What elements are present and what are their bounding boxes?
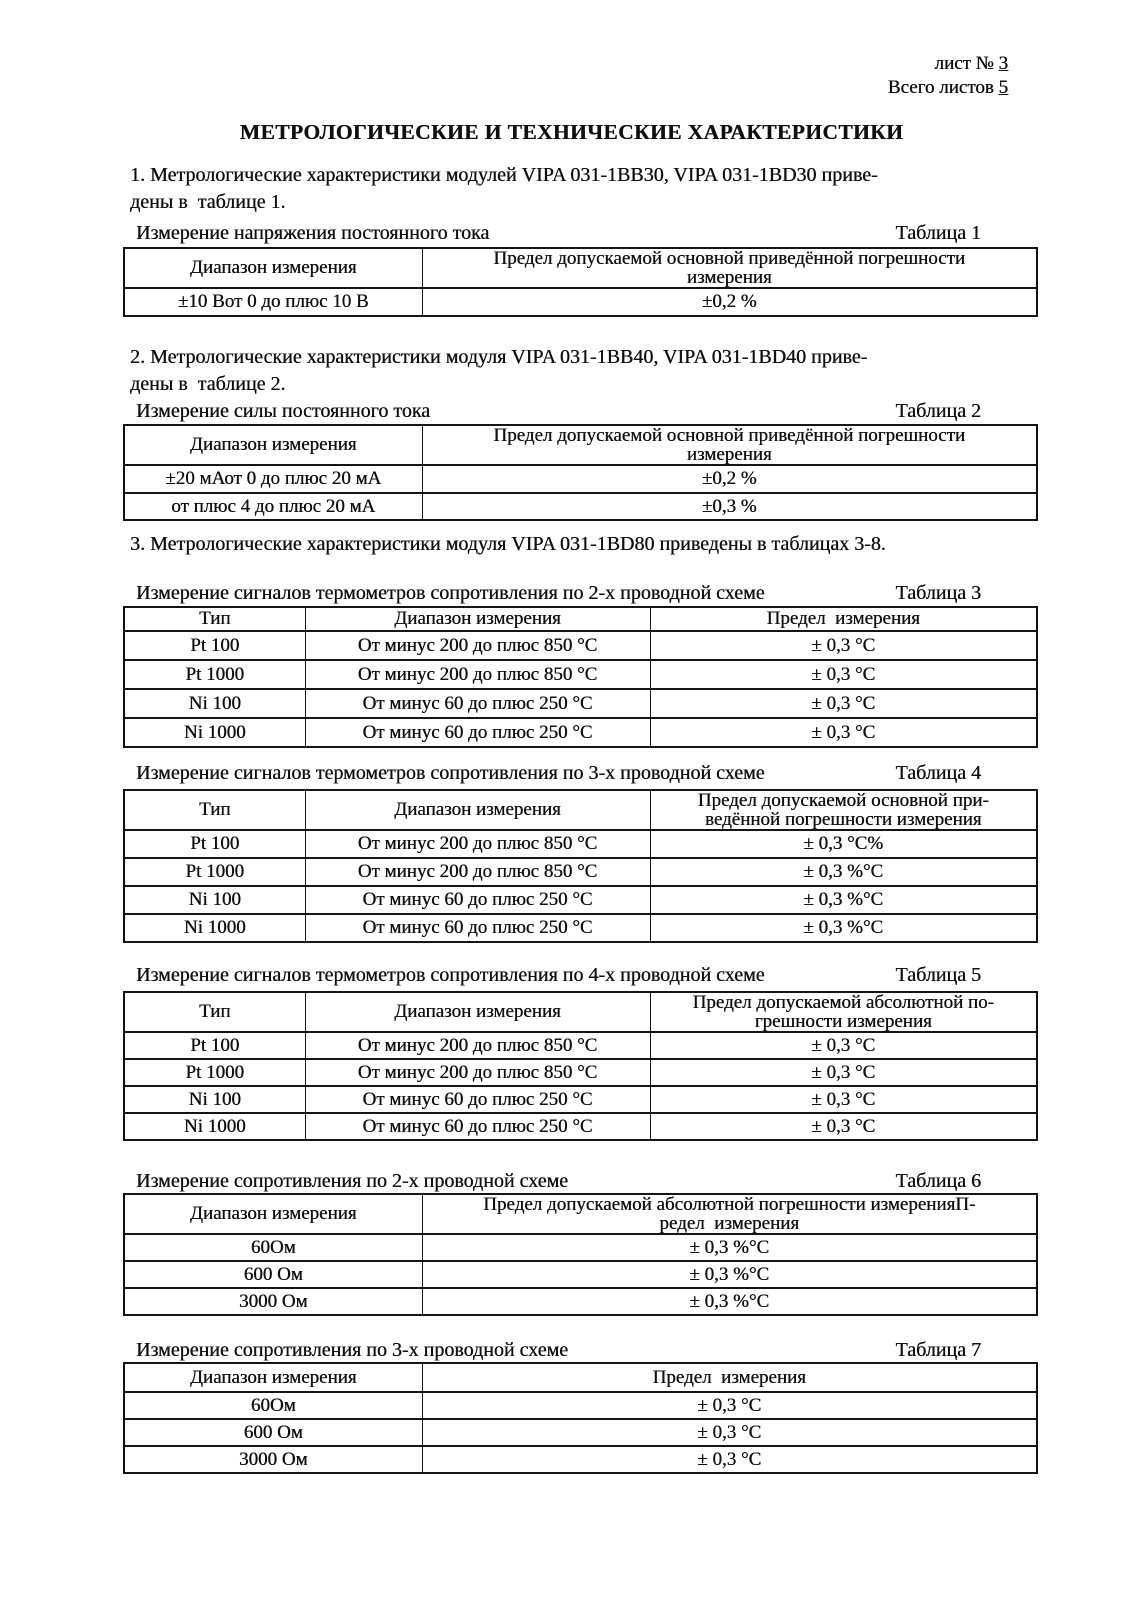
table-row [124, 660, 1037, 689]
table-cell: ± 0,3 °С [650, 1086, 1037, 1113]
table5-caption [136, 964, 1036, 986]
table-cell: Pt 100 [124, 631, 305, 660]
table4-col3-header-line1: Предел допускаемой основной при- [697, 790, 989, 811]
paragraph-1 [130, 162, 1014, 216]
table4-col1-header: Тип [124, 790, 305, 830]
table-cell: ± 0,3 °С [650, 689, 1037, 718]
table-cell: Ni 100 [124, 886, 305, 914]
table-row [124, 465, 1037, 493]
table-row [124, 830, 1037, 858]
table-5 [123, 991, 1038, 1141]
table-4 [123, 789, 1038, 943]
table7-caption-text: Измерение сопротивления по 3-х проводной схеме [136, 1339, 569, 1361]
table-cell: ± 0,3 °С [422, 1446, 1037, 1473]
table-row [124, 1032, 1037, 1059]
table-cell: ±0,3 % [422, 493, 1037, 520]
table-row [124, 1392, 1037, 1419]
table-cell: От минус 60 до плюс 250 °С [305, 1086, 650, 1113]
table-cell: ± 0,3 °С [422, 1419, 1037, 1446]
table1-col1-header: Диапазон измерения [124, 248, 422, 288]
table-cell: ± 0,3 °С [650, 718, 1037, 747]
table-cell: 60Ом [124, 1392, 422, 1419]
table-cell: ± 0,3 °С% [650, 830, 1037, 858]
table7-caption [136, 1339, 1036, 1361]
table-cell: ± 0,3 %°С [422, 1261, 1037, 1288]
table-cell: Ni 1000 [124, 1113, 305, 1140]
total-sheets-line [888, 76, 1008, 100]
table-cell: ± 0,3 °С [650, 660, 1037, 689]
table6-col2-header-line2: редел измерения [659, 1213, 800, 1234]
table-cell: От минус 60 до плюс 250 °С [305, 718, 650, 747]
table-row [124, 718, 1037, 747]
table-cell: ±20 мАот 0 до плюс 20 мА [124, 465, 422, 493]
table2-col2-header-line2: измерения [686, 444, 772, 465]
table-cell: От минус 200 до плюс 850 °С [305, 830, 650, 858]
table4-col2-header: Диапазон измерения [305, 790, 650, 830]
table-row [124, 1261, 1037, 1288]
table1-col2-header-line1: Предел допускаемой основной приведённой погрешности [493, 248, 966, 269]
table3-caption-text: Измерение сигналов термометров сопротивления по 2-х проводной схеме [136, 582, 765, 604]
table-cell: От минус 60 до плюс 250 °С [305, 689, 650, 718]
page-title: МЕТРОЛОГИЧЕСКИЕ И ТЕХНИЧЕСКИЕ ХАРАКТЕРИСТИКИ [239, 120, 904, 144]
table-row [124, 1086, 1037, 1113]
table2-col2-header [422, 425, 1037, 465]
table-row [124, 689, 1037, 718]
table-cell: ± 0,3 °С [650, 1113, 1037, 1140]
table4-caption [136, 762, 1036, 784]
table-cell: 600 Ом [124, 1419, 422, 1446]
table6-header-row [124, 1194, 1037, 1234]
table1-caption [136, 222, 1036, 244]
total-sheets-number: 5 [998, 77, 1008, 98]
table-cell: ± 0,3 °С [650, 631, 1037, 660]
table5-label: Таблица 5 [895, 964, 981, 986]
table-row [124, 493, 1037, 520]
table-cell: От минус 200 до плюс 850 °С [305, 1032, 650, 1059]
table-row [124, 914, 1037, 942]
paragraph-1-line-1: 1. Метрологические характеристики модулей VIPA 031-1BB30, VIPA 031-1BD30 приве- [130, 164, 878, 186]
table-1 [123, 247, 1038, 317]
paragraph-3 [130, 531, 1014, 558]
table4-header-row [124, 790, 1037, 830]
table3-header-row [124, 607, 1037, 631]
table1-label: Таблица 1 [895, 222, 981, 244]
table-row [124, 858, 1037, 886]
table-cell: Pt 100 [124, 1032, 305, 1059]
table5-col3-header-line2: грешности измерения [754, 1011, 932, 1032]
table2-caption-text: Измерение силы постоянного тока [136, 400, 431, 422]
table-row [124, 1288, 1037, 1315]
table3-label: Таблица 3 [895, 582, 981, 604]
table7-header-row [124, 1363, 1037, 1392]
paragraph-3-line-1: 3. Метрологические характеристики модуля VIPA 031-1BD80 приведены в таблицах 3-8. [130, 533, 886, 555]
table-cell: 60Ом [124, 1234, 422, 1261]
table1-col2-header [422, 248, 1037, 288]
paragraph-2-line-1: 2. Метрологические характеристики модуля VIPA 031-1BB40, VIPA 031-1BD40 приве- [130, 346, 868, 368]
table6-label: Таблица 6 [895, 1170, 981, 1192]
table3-col3-header: Предел измерения [650, 607, 1037, 631]
table-cell: от плюс 4 до плюс 20 мА [124, 493, 422, 520]
table4-col3-header [650, 790, 1037, 830]
table-cell: Ni 100 [124, 689, 305, 718]
table-cell: От минус 200 до плюс 850 °С [305, 631, 650, 660]
table-2 [123, 424, 1038, 521]
table6-col2-header [422, 1194, 1037, 1234]
table6-col1-header: Диапазон измерения [124, 1194, 422, 1234]
table-cell: ± 0,3 °С [422, 1392, 1037, 1419]
table6-caption [136, 1170, 1036, 1192]
table-cell: От минус 60 до плюс 250 °С [305, 886, 650, 914]
table7-col2-header: Предел измерения [422, 1363, 1037, 1392]
table5-col3-header [650, 992, 1037, 1032]
table-row [124, 1419, 1037, 1446]
table-row [124, 1113, 1037, 1140]
table-row [124, 288, 1037, 316]
table-cell: ± 0,3 %°С [422, 1234, 1037, 1261]
table7-label: Таблица 7 [895, 1339, 981, 1361]
table2-col2-header-line1: Предел допускаемой основной приведённой погрешности [493, 425, 966, 446]
table-cell: От минус 60 до плюс 250 °С [305, 914, 650, 942]
table-row [124, 631, 1037, 660]
table-cell: Ni 100 [124, 1086, 305, 1113]
table5-col2-header: Диапазон измерения [305, 992, 650, 1032]
table2-col1-header: Диапазон измерения [124, 425, 422, 465]
table-cell: От минус 200 до плюс 850 °С [305, 660, 650, 689]
table-cell: 3000 Ом [124, 1446, 422, 1473]
table-cell: ±10 Вот 0 до плюс 10 В [124, 288, 422, 316]
table3-caption [136, 582, 1036, 604]
table-cell: 600 Ом [124, 1261, 422, 1288]
table1-col2-header-line2: измерения [686, 267, 772, 288]
table-row [124, 886, 1037, 914]
table-cell: Ni 1000 [124, 914, 305, 942]
table-row [124, 1234, 1037, 1261]
table2-caption [136, 400, 1036, 422]
table5-col1-header: Тип [124, 992, 305, 1032]
table7-col1-header: Диапазон измерения [124, 1363, 422, 1392]
table-cell: ± 0,3 °С [650, 1059, 1037, 1086]
table-3 [123, 606, 1038, 748]
table2-header-row [124, 425, 1037, 465]
paragraph-2-line-2: дены в таблице 2. [130, 373, 286, 395]
table4-caption-text: Измерение сигналов термометров сопротивления по 3-х проводной схеме [136, 762, 765, 784]
table3-col2-header: Диапазон измерения [305, 607, 650, 631]
table-row [124, 1446, 1037, 1473]
table1-header-row [124, 248, 1037, 288]
paragraph-2 [130, 344, 1014, 398]
sheet-label: лист № [934, 53, 994, 74]
table-cell: ±0,2 % [422, 465, 1037, 493]
table-cell: Pt 1000 [124, 858, 305, 886]
table-cell: Pt 1000 [124, 1059, 305, 1086]
table6-col2-header-line1: Предел допускаемой абсолютной погрешности измеренияП- [483, 1194, 976, 1215]
table-6 [123, 1193, 1038, 1316]
table-cell: От минус 200 до плюс 850 °С [305, 1059, 650, 1086]
table-cell: Ni 1000 [124, 718, 305, 747]
table-cell: ±0,2 % [422, 288, 1037, 316]
sheet-number-line [888, 52, 1008, 76]
sheet-info [888, 52, 1008, 100]
sheet-number: 3 [998, 53, 1008, 74]
table-cell: ± 0,3 °С [650, 1032, 1037, 1059]
table1-caption-text: Измерение напряжения постоянного тока [136, 222, 490, 244]
table5-caption-text: Измерение сигналов термометров сопротивления по 4-х проводной схеме [136, 964, 765, 986]
table-cell: Pt 1000 [124, 660, 305, 689]
table-cell: От минус 60 до плюс 250 °С [305, 1113, 650, 1140]
table6-caption-text: Измерение сопротивления по 2-х проводной схеме [136, 1170, 569, 1192]
table-cell: 3000 Ом [124, 1288, 422, 1315]
table5-header-row [124, 992, 1037, 1032]
table-cell: От минус 200 до плюс 850 °С [305, 858, 650, 886]
table-cell: ± 0,3 %°С [650, 914, 1037, 942]
total-sheets-label: Всего листов [887, 77, 994, 98]
table-cell: ± 0,3 %°С [650, 858, 1037, 886]
table4-col3-header-line2: ведённой погрешности измерения [704, 809, 982, 830]
paragraph-1-line-2: дены в таблице 1. [130, 191, 286, 213]
table4-label: Таблица 4 [895, 762, 981, 784]
table-cell: ± 0,3 %°С [650, 886, 1037, 914]
table-row [124, 1059, 1037, 1086]
table-cell: ± 0,3 %°С [422, 1288, 1037, 1315]
table3-col1-header: Тип [124, 607, 305, 631]
table2-label: Таблица 2 [895, 400, 981, 422]
table-7 [123, 1362, 1038, 1474]
table-cell: Pt 100 [124, 830, 305, 858]
table5-col3-header-line1: Предел допускаемой абсолютной по- [692, 992, 994, 1013]
